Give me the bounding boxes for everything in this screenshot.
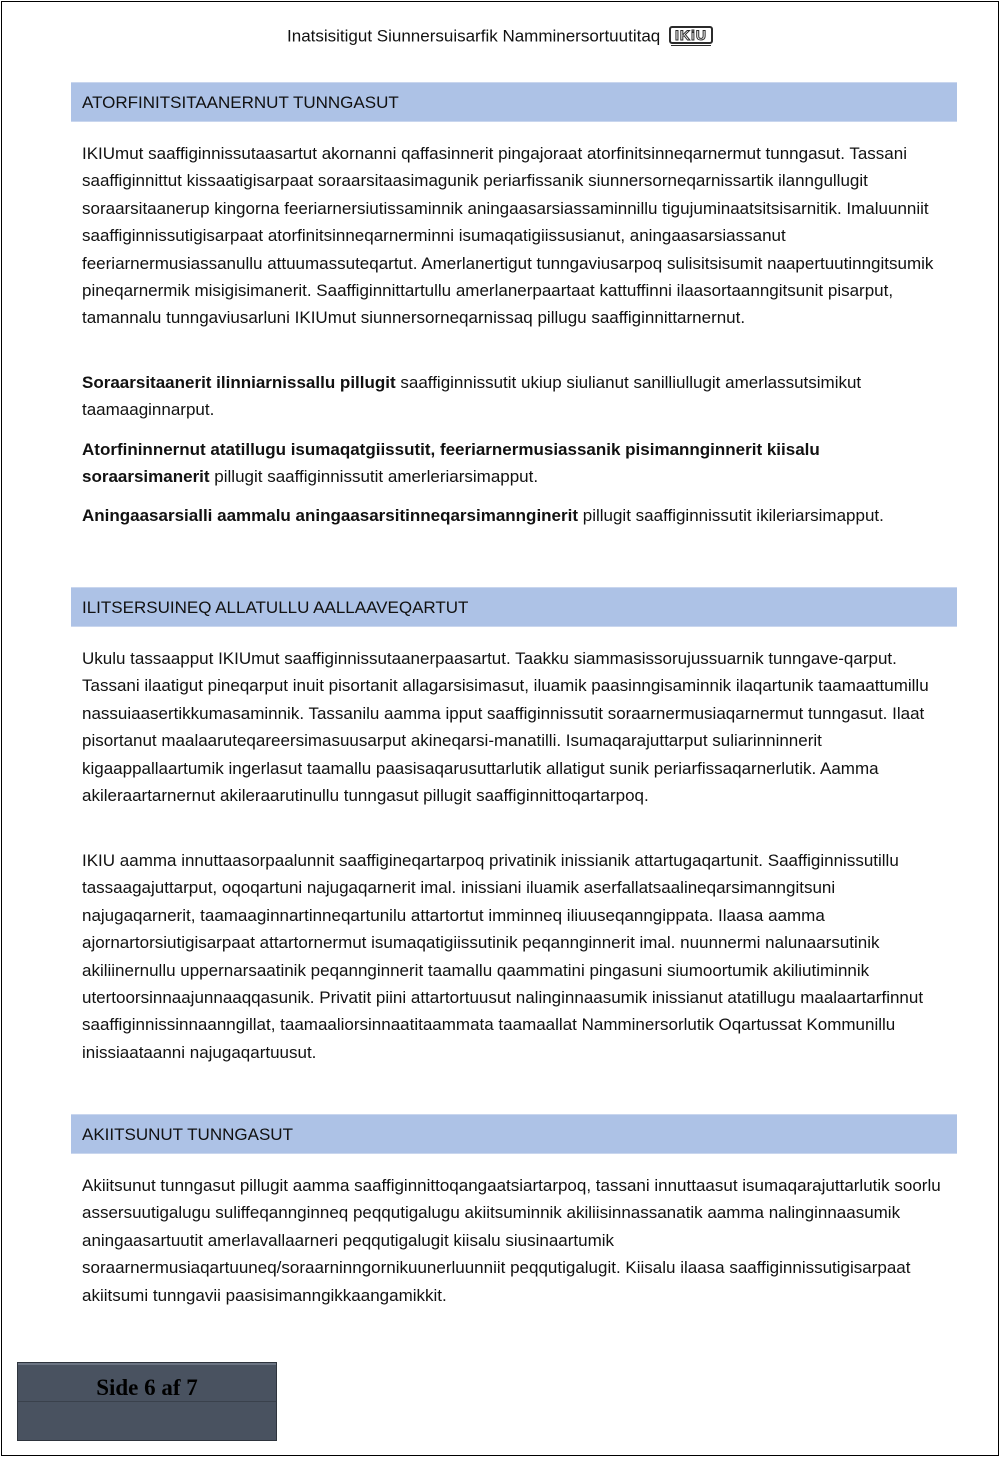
paragraph: Atorfininnernut atatillugu isumaqatgiissutit, feeriarnermusiassanik pisimannginnerit kiisalu soraarsimanerit pillugit saaffiginnissutit amerleriarsimapput. [82, 440, 820, 487]
section-heading-atorfinitsitaanernut: ATORFINITSITAANERNUT TUNNGASUT [71, 82, 957, 122]
section-heading-akiitsunut: AKIITSUNUT TUNNGASUT [71, 1114, 957, 1154]
page-header [0, 26, 1000, 47]
page-number: Side 6 af 7 [96, 1375, 198, 1400]
paragraph: Ukulu tassaapput IKIUmut saaffiginnissutaanerpaasartut. Taakku siammasissorujussuarnik tunngave-qarput. Tassani ilaatigut pineqarput inuit pisortanit allagarsisimasut, iluamik paasinngisaminnik ilaqartunik taamaattumillu nassuiaasertikkumasaminnik. Tassanilu aamma ipput saaffiginnissutit soraarnermusiaqarnermut tunngasut. Ilaat pisortanut maalaaruteqareersimasuusarput akineqarsi-manatilli. Isumaqarajuttarput suliarinninnerit kigaappallaartumik ingerlasut taamallu paasisaqarusuttarlutik allatigut sunik periarfissaqarnerlutik. Aamma akileraartarnernut akileraarutinullu tunngasut pillugit saaffiginnittoqartarpoq. [82, 649, 929, 806]
paragraph: Aningaasarsialli aammalu aningaasarsitinneqarsimannginerit pillugit saaffiginnissutit ikileriarsimapput. [82, 506, 884, 525]
section-heading-ilitsersuineq: ILITSERSUINEQ ALLATULLU AALLAAVEQARTUT [71, 587, 957, 627]
paragraph: IKIUmut saaffiginnissutaasartut akornanni qaffasinnerit pingajoraat atorfinitsinneqarnermut tunngasut. Tassani saaffiginnittut kissaatigisarpaat soraarsitaasimagunik periarfissanik siunnersorneqarnissartik ilanngullugit soraarsitaanerup kingorna feeriarnersiutissaminnik aningaasarsiassaminnillu tigujuminaatsitsisarnitik. Imaluunniit saaffiginnissutigisarpaat atorfinitsinneqarnerminni isumaqatigiissusianut, aningaasarsiassanut feeriarnermusiassanullu attuumassuteqartut. Amerlanertigut tunngaviusarpoq sulisitsisumit naapertuutinngitsumik pineqarnermik misigisimanerit. Saaffiginnittartullu amerlanerpaartaat kattuffinni ilaasortaanngitsunit pisarput, tamannalu tunngaviusarluni IKIUmut siunnersorneqarnissaq pillugu saaffiginnittarnernut. [82, 144, 934, 328]
header-title: Inatsisitigut Siunnersuisarfik Namminersortuutitaq [287, 26, 661, 46]
paragraph: IKIU aamma innuttaasorpaalunnit saaffigineqartarpoq privatinik inissianik attartugaqartunit. Saaffiginnissutillu tassaagajuttarput, oqoqartuni najugaqarnerit imal. inissiani iluamik aserfallatsaalineqarsimanngitsuni najugaqarnerit, taamaaginnartinneqartunilu attartortut imminneq iliuuseqanngippata. Ilaasa aamma ajornartorsiutigisarpaat attartornermut isumaqatigiissutinik peqannginnerit imal. nuunnermi nalunaarsutinik akiliinernullu uppernarsaatinik peqannginnerit taamallu qaammatini pingasuni siumoortumik akiliutiminnik utertoorsinnaajunnaaqqasunik. Privatit piini attartortuusut nalinginnaasumik inissianut atatillugu maalaartarfinnut saaffiginnissinnaanngillat, taamaaliorsinnaatitaammata taamaallat Namminersorlutik Oqartussat Kommunillu inissiaataanni najugaqartuusut. [82, 851, 924, 1062]
page-number-box [17, 1362, 277, 1441]
paragraph: Akiitsunut tunngasut pillugit aamma saaffiginnittoqangaatsiartarpoq, tassani innuttaasut isumaqarajuttarlutik soorlu assersuutigalugu suliffeqannginneq peqqutigalugu akiitsuminnik akiliisinnassanatik aamma nalinginnaasumik aningaasartuutit amerlavallaarneri peqqutigalugit kiisalu siusinaartumik soraarnermusiaqartuuneq/soraarninngornikuunerluunniit peqqutigalugit. Kiisalu ilaasa saaffiginnissutigisarpaat akiitsumi tunngavii paasisimanngikkaangamikkit. [82, 1176, 941, 1305]
logo-text: IKiU [674, 26, 707, 43]
ikiu-logo [669, 26, 713, 44]
paragraph: Soraarsitaanerit ilinniarnissallu pillugit saaffiginnissutit ukiup siulianut sanilliullugit amerlassutsimikut taamaaginnarput. [82, 373, 862, 420]
